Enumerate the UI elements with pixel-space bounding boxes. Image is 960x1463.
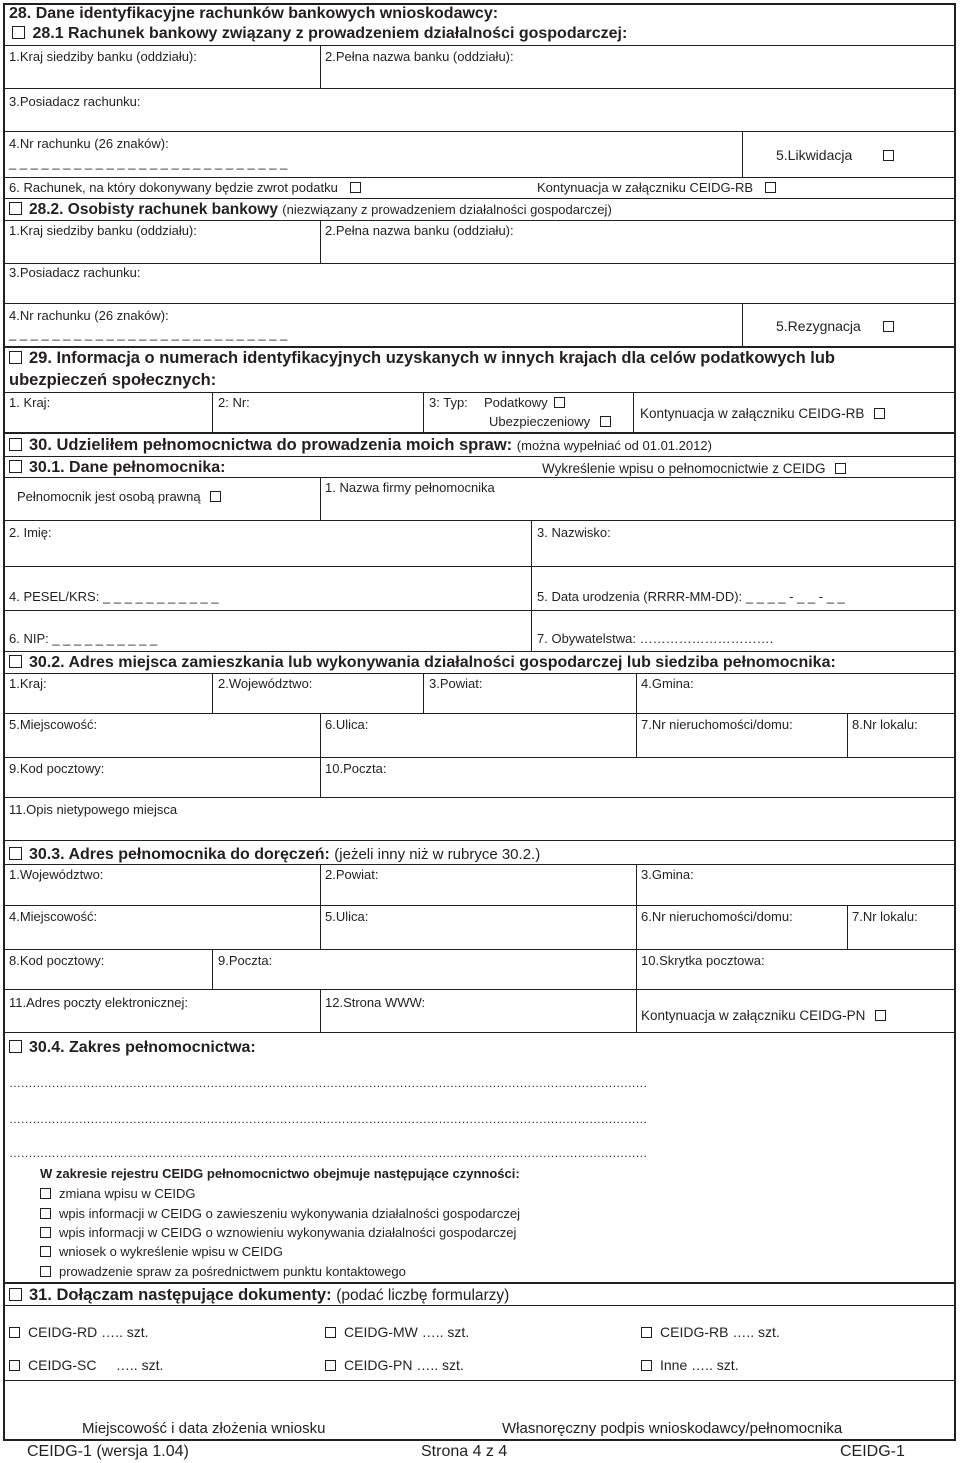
refund-account-text: 6. Rachunek, na który dokonywany będzie zwrot podatku bbox=[9, 180, 338, 195]
type-insurance-checkbox[interactable] bbox=[600, 416, 611, 427]
doc-rd bbox=[9, 1324, 149, 1340]
resignation-checkbox[interactable] bbox=[883, 321, 894, 332]
divider bbox=[4, 346, 955, 348]
last-name-label: 3. Nazwisko: bbox=[537, 525, 611, 540]
foreign-number-label: 2: Nr: bbox=[218, 395, 250, 410]
checkbox-28-1[interactable] bbox=[12, 26, 25, 39]
divider bbox=[531, 566, 532, 610]
doc-rd-label: CEIDG-RD ….. szt. bbox=[28, 1324, 149, 1340]
deliv-www-label: 12.Strona WWW: bbox=[325, 995, 426, 1010]
divider bbox=[4, 131, 955, 132]
divider bbox=[320, 864, 321, 905]
liquidation-checkbox[interactable] bbox=[883, 150, 894, 161]
section-28-2-title bbox=[9, 201, 612, 219]
divider bbox=[636, 905, 637, 949]
checkbox-30-2[interactable] bbox=[9, 655, 22, 668]
doc-pn-label: CEIDG-PN ….. szt. bbox=[344, 1357, 464, 1373]
account-number-label-2: 4.Nr rachunku (26 znaków): bbox=[9, 308, 169, 323]
scope-option-1 bbox=[40, 1187, 196, 1202]
scope-option-3-label: wpis informacji w CEIDG o wznowieniu wykonywania działalności gospodarczej bbox=[59, 1225, 517, 1240]
deregistration-checkbox[interactable] bbox=[835, 463, 846, 474]
pesel-field[interactable] bbox=[9, 590, 219, 605]
addr-locality-label: 5.Miejscowość: bbox=[9, 717, 98, 732]
divider bbox=[636, 864, 637, 905]
section-30-4-title bbox=[9, 1039, 256, 1057]
divider bbox=[4, 1032, 955, 1033]
addr-post-label: 10.Poczta: bbox=[325, 761, 387, 776]
continuation-rb-label bbox=[537, 181, 779, 196]
divider bbox=[636, 673, 637, 713]
scope-line-3[interactable]: ………………………………………………………………………………………………………………………………………………… bbox=[9, 1146, 648, 1160]
type-tax-label: Podatkowy bbox=[484, 395, 548, 410]
account-number-label: 4.Nr rachunku (26 znaków): bbox=[9, 136, 169, 151]
checkbox-28-2[interactable] bbox=[9, 202, 22, 215]
doc-rb-label: CEIDG-RB ….. szt. bbox=[660, 1324, 780, 1340]
divider bbox=[636, 713, 637, 757]
doc-inne bbox=[641, 1357, 739, 1373]
divider bbox=[742, 131, 743, 177]
birth-date-label: 5. Data urodzenia (RRRR-MM-DD): bbox=[537, 589, 743, 604]
continuation-rb-text: Kontynuacja w załączniku CEIDG-RB bbox=[537, 180, 754, 195]
checkbox-29[interactable] bbox=[9, 351, 22, 364]
divider bbox=[847, 905, 848, 949]
pesel-dashes: _ _ _ _ _ _ _ _ _ _ _ bbox=[102, 589, 219, 604]
deliv-county-label: 2.Powiat: bbox=[325, 867, 379, 882]
divider bbox=[4, 713, 955, 714]
section-30-title-text: 30. Udzieliłem pełnomocnictwa do prowadzenia moich spraw: bbox=[29, 436, 513, 454]
holder-label: 3.Posiadacz rachunku: bbox=[9, 94, 141, 109]
divider bbox=[633, 392, 634, 432]
section-29-title bbox=[9, 349, 835, 368]
section-30-3-note: (jeżeli inny niż w rubryce 30.2.) bbox=[334, 846, 541, 863]
firm-name-label: 1. Nazwa firmy pełnomocnika bbox=[325, 480, 495, 495]
divider bbox=[4, 610, 955, 611]
divider bbox=[4, 177, 955, 178]
scope-option-3-checkbox[interactable] bbox=[40, 1227, 51, 1238]
section-29-title-line2: ubezpieczeń społecznych: bbox=[9, 371, 217, 389]
scope-option-5 bbox=[40, 1265, 406, 1280]
section-29-title-line1: 29. Informacja o numerach identyfikacyjnych uzyskanych w innych krajach dla celów podatkowych lub bbox=[29, 349, 836, 367]
doc-inne-checkbox[interactable] bbox=[641, 1360, 652, 1371]
section-30-2-title bbox=[9, 654, 836, 672]
account-number-field-2[interactable]: _ _ _ _ _ _ _ _ _ _ _ _ _ _ _ _ _ _ _ _ _ _ _ _ _ _ bbox=[9, 326, 288, 341]
divider bbox=[320, 905, 321, 949]
addr-street-label: 6.Ulica: bbox=[325, 717, 369, 732]
nip-dashes: _ _ _ _ _ _ _ _ _ _ bbox=[52, 631, 158, 646]
continuation-pn bbox=[641, 1008, 889, 1024]
doc-rb-checkbox[interactable] bbox=[641, 1327, 652, 1338]
deliv-street-label: 5.Ulica: bbox=[325, 909, 369, 924]
section-30-2-label: 30.2. Adres miejsca zamieszkania lub wykonywania działalności gospodarczej lub siedziba pełnomocnika: bbox=[29, 654, 836, 671]
deliv-postcode-label: 8.Kod pocztowy: bbox=[9, 953, 105, 968]
place-date-label: Miejscowość i data złożenia wniosku bbox=[82, 1420, 326, 1437]
addr-house-label: 7.Nr nieruchomości/domu: bbox=[641, 717, 793, 732]
doc-mw-checkbox[interactable] bbox=[325, 1327, 336, 1338]
checkbox-30[interactable] bbox=[9, 438, 22, 451]
addr-county-label: 3.Powiat: bbox=[429, 676, 483, 691]
doc-sc-checkbox[interactable] bbox=[9, 1360, 20, 1371]
checkbox-31[interactable] bbox=[9, 1288, 22, 1301]
citizenship-label: 7. Obywatelstwa: …………………………. bbox=[537, 631, 774, 646]
legal-person-label: Pełnomocnik jest osobą prawną bbox=[17, 489, 201, 504]
section-31-title bbox=[9, 1286, 509, 1305]
section-31-note: (podać liczbę formularzy) bbox=[336, 1287, 510, 1304]
divider bbox=[4, 949, 955, 950]
scope-title: W zakresie rejestru CEIDG pełnomocnictwo obejmuje następujące czynności: bbox=[40, 1166, 520, 1181]
section-30-3-label: 30.3. Adres pełnomocnika do doręczeń: bbox=[29, 846, 330, 863]
refund-account-label bbox=[9, 181, 364, 196]
doc-rb bbox=[641, 1324, 780, 1340]
scope-option-1-checkbox[interactable] bbox=[40, 1188, 51, 1199]
footer-page: Strona 4 z 4 bbox=[421, 1443, 508, 1460]
divider bbox=[4, 88, 955, 89]
type-insurance-label: Ubezpieczeniowy bbox=[489, 414, 591, 429]
doc-pn-checkbox[interactable] bbox=[325, 1360, 336, 1371]
deliv-email-label: 11.Adres poczty elektronicznej: bbox=[9, 995, 188, 1010]
addr-flat-label: 8.Nr lokalu: bbox=[852, 717, 918, 732]
scope-option-2-label: wpis informacji w CEIDG o zawieszeniu wykonywania działalności gospodarczej bbox=[59, 1206, 520, 1221]
divider bbox=[4, 757, 955, 758]
divider bbox=[320, 713, 321, 757]
scope-option-4-checkbox[interactable] bbox=[40, 1246, 51, 1257]
deliv-house-label: 6.Nr nieruchomości/domu: bbox=[641, 909, 793, 924]
doc-inne-label: Inne ….. szt. bbox=[660, 1357, 739, 1373]
doc-pn bbox=[325, 1357, 464, 1373]
divider bbox=[4, 566, 955, 567]
deliv-locality-label: 4.Miejscowość: bbox=[9, 909, 98, 924]
deregistration-option bbox=[542, 461, 849, 477]
checkbox-30-1[interactable] bbox=[9, 460, 22, 473]
divider bbox=[636, 989, 637, 1032]
divider bbox=[4, 45, 955, 46]
continuation-rb-29-checkbox[interactable] bbox=[874, 408, 885, 419]
divider bbox=[4, 198, 955, 199]
footer-form-id: CEIDG-1 bbox=[840, 1443, 905, 1460]
type-insurance-option bbox=[489, 415, 614, 430]
deliv-voivodeship-label: 1.Województwo: bbox=[9, 867, 104, 882]
birth-date-field[interactable] bbox=[537, 590, 845, 605]
scope-line-1[interactable]: ………………………………………………………………………………………………………………………………………………… bbox=[9, 1076, 648, 1090]
section-28-2-label: 28.2. Osobisty rachunek bankowy bbox=[29, 201, 278, 218]
type-tax-option bbox=[484, 396, 568, 411]
divider bbox=[4, 432, 955, 434]
legal-person-option bbox=[17, 490, 224, 505]
divider bbox=[320, 477, 321, 520]
divider bbox=[4, 673, 955, 674]
divider bbox=[847, 713, 848, 757]
divider bbox=[423, 673, 424, 713]
bank-name-label: 2.Pełna nazwa banku (oddziału): bbox=[325, 49, 514, 64]
continuation-rb-checkbox[interactable] bbox=[765, 182, 776, 193]
first-name-label: 2. Imię: bbox=[9, 525, 52, 540]
divider bbox=[4, 220, 955, 221]
divider bbox=[4, 905, 955, 906]
divider bbox=[212, 949, 213, 989]
divider bbox=[4, 520, 955, 521]
bank-country-label: 1.Kraj siedziby banku (oddziału): bbox=[9, 49, 197, 64]
divider bbox=[423, 392, 424, 432]
scope-option-4-label: wniosek o wykreślenie wpisu w CEIDG bbox=[59, 1244, 283, 1259]
resignation-label: 5.Rezygnacja bbox=[776, 318, 861, 334]
addr-country-label: 1.Kraj: bbox=[9, 676, 47, 691]
divider bbox=[531, 610, 532, 651]
addr-commune-label: 4.Gmina: bbox=[641, 676, 694, 691]
section-28-title: 28. Dane identyfikacyjne rachunków bankowych wnioskodawcy: bbox=[9, 5, 499, 22]
type-tax-checkbox[interactable] bbox=[554, 397, 565, 408]
divider bbox=[4, 797, 955, 798]
section-30-1-title bbox=[9, 459, 226, 477]
account-number-field[interactable]: _ _ _ _ _ _ _ _ _ _ _ _ _ _ _ _ _ _ _ _ _ _ _ _ _ _ bbox=[9, 155, 288, 170]
section-30-note: (można wypełniać od 01.01.2012) bbox=[516, 438, 712, 453]
deliv-post-label: 9.Poczta: bbox=[218, 953, 273, 968]
addr-postcode-label: 9.Kod pocztowy: bbox=[9, 761, 105, 776]
divider bbox=[320, 220, 321, 263]
section-31-label: 31. Dołączam następujące dokumenty: bbox=[29, 1286, 332, 1304]
foreign-country-label: 1. Kraj: bbox=[9, 395, 51, 410]
holder-label-2: 3.Posiadacz rachunku: bbox=[9, 265, 141, 280]
continuation-rb-29 bbox=[640, 406, 888, 422]
section-28-2-note: (niezwiązany z prowadzeniem działalności gospodarczej) bbox=[282, 202, 612, 217]
divider bbox=[4, 989, 955, 990]
foreign-type-label: 3: Typ: bbox=[429, 395, 468, 410]
nip-label: 6. NIP: bbox=[9, 631, 49, 646]
divider bbox=[4, 1305, 955, 1306]
scope-option-2-checkbox[interactable] bbox=[40, 1208, 51, 1219]
scope-option-3 bbox=[40, 1226, 516, 1241]
scope-option-4 bbox=[40, 1245, 283, 1260]
divider bbox=[4, 840, 955, 841]
divider bbox=[4, 1282, 955, 1284]
divider bbox=[4, 651, 955, 652]
scope-option-1-label: zmiana wpisu w CEIDG bbox=[59, 1186, 196, 1201]
divider bbox=[4, 1380, 955, 1381]
divider bbox=[4, 864, 955, 865]
nip-field[interactable] bbox=[9, 632, 157, 647]
section-30-title bbox=[9, 436, 712, 455]
section-30-1-label: 30.1. Dane pełnomocnika: bbox=[29, 459, 226, 476]
scope-option-5-label: prowadzenie spraw za pośrednictwem punktu kontaktowego bbox=[59, 1264, 406, 1279]
birth-date-dashes: _ _ _ _ - _ _ - _ _ bbox=[745, 589, 845, 604]
deregistration-label: Wykreślenie wpisu o pełnomocnictwie z CEIDG bbox=[542, 461, 826, 476]
continuation-pn-checkbox[interactable] bbox=[875, 1010, 886, 1021]
doc-mw-label: CEIDG-MW ….. szt. bbox=[344, 1324, 470, 1340]
bank-name-label-2: 2.Pełna nazwa banku (oddziału): bbox=[325, 223, 514, 238]
deliv-pobox-label: 10.Skrytka pocztowa: bbox=[641, 953, 765, 968]
section-28-1-title bbox=[9, 25, 627, 43]
divider bbox=[320, 757, 321, 797]
addr-description-label: 11.Opis nietypowego miejsca bbox=[9, 802, 178, 817]
divider bbox=[531, 520, 532, 566]
bank-country-label-2: 1.Kraj siedziby banku (oddziału): bbox=[9, 223, 197, 238]
deliv-commune-label: 3.Gmina: bbox=[641, 867, 694, 882]
divider bbox=[4, 392, 955, 393]
continuation-pn-text: Kontynuacja w załączniku CEIDG-PN bbox=[641, 1008, 866, 1023]
addr-voivodeship-label: 2.Województwo: bbox=[218, 676, 313, 691]
divider bbox=[4, 303, 955, 304]
deliv-flat-label: 7.Nr lokalu: bbox=[852, 909, 918, 924]
scope-line-2[interactable]: ………………………………………………………………………………………………………………………………………………… bbox=[9, 1112, 648, 1126]
footer-version: CEIDG-1 (wersja 1.04) bbox=[27, 1443, 189, 1460]
divider bbox=[212, 673, 213, 713]
divider bbox=[212, 392, 213, 432]
divider bbox=[4, 456, 955, 457]
doc-rd-checkbox[interactable] bbox=[9, 1327, 20, 1338]
scope-option-2 bbox=[40, 1207, 520, 1222]
divider bbox=[4, 477, 955, 478]
divider bbox=[320, 989, 321, 1032]
scope-option-5-checkbox[interactable] bbox=[40, 1266, 51, 1277]
doc-sc bbox=[9, 1357, 163, 1373]
divider bbox=[320, 45, 321, 88]
liquidation-label: 5.Likwidacja bbox=[776, 147, 853, 163]
divider bbox=[4, 263, 955, 264]
refund-checkbox[interactable] bbox=[350, 182, 361, 193]
section-30-3-title bbox=[9, 846, 540, 864]
divider bbox=[742, 303, 743, 346]
legal-person-checkbox[interactable] bbox=[210, 491, 221, 502]
signature-label: Własnoręczny podpis wnioskodawcy/pełnomocnika bbox=[502, 1420, 843, 1437]
section-28-1-label: 28.1 Rachunek bankowy związany z prowadzeniem działalności gospodarczej: bbox=[32, 25, 628, 42]
doc-sc-label: CEIDG-SC ….. szt. bbox=[28, 1357, 164, 1373]
section-30-4-label: 30.4. Zakres pełnomocnictwa: bbox=[29, 1039, 256, 1056]
checkbox-30-4[interactable] bbox=[9, 1040, 22, 1053]
doc-mw bbox=[325, 1324, 469, 1340]
continuation-rb-29-text: Kontynuacja w załączniku CEIDG-RB bbox=[640, 406, 865, 421]
checkbox-30-3[interactable] bbox=[9, 847, 22, 860]
pesel-label: 4. PESEL/KRS: bbox=[9, 589, 100, 604]
divider bbox=[636, 949, 637, 989]
